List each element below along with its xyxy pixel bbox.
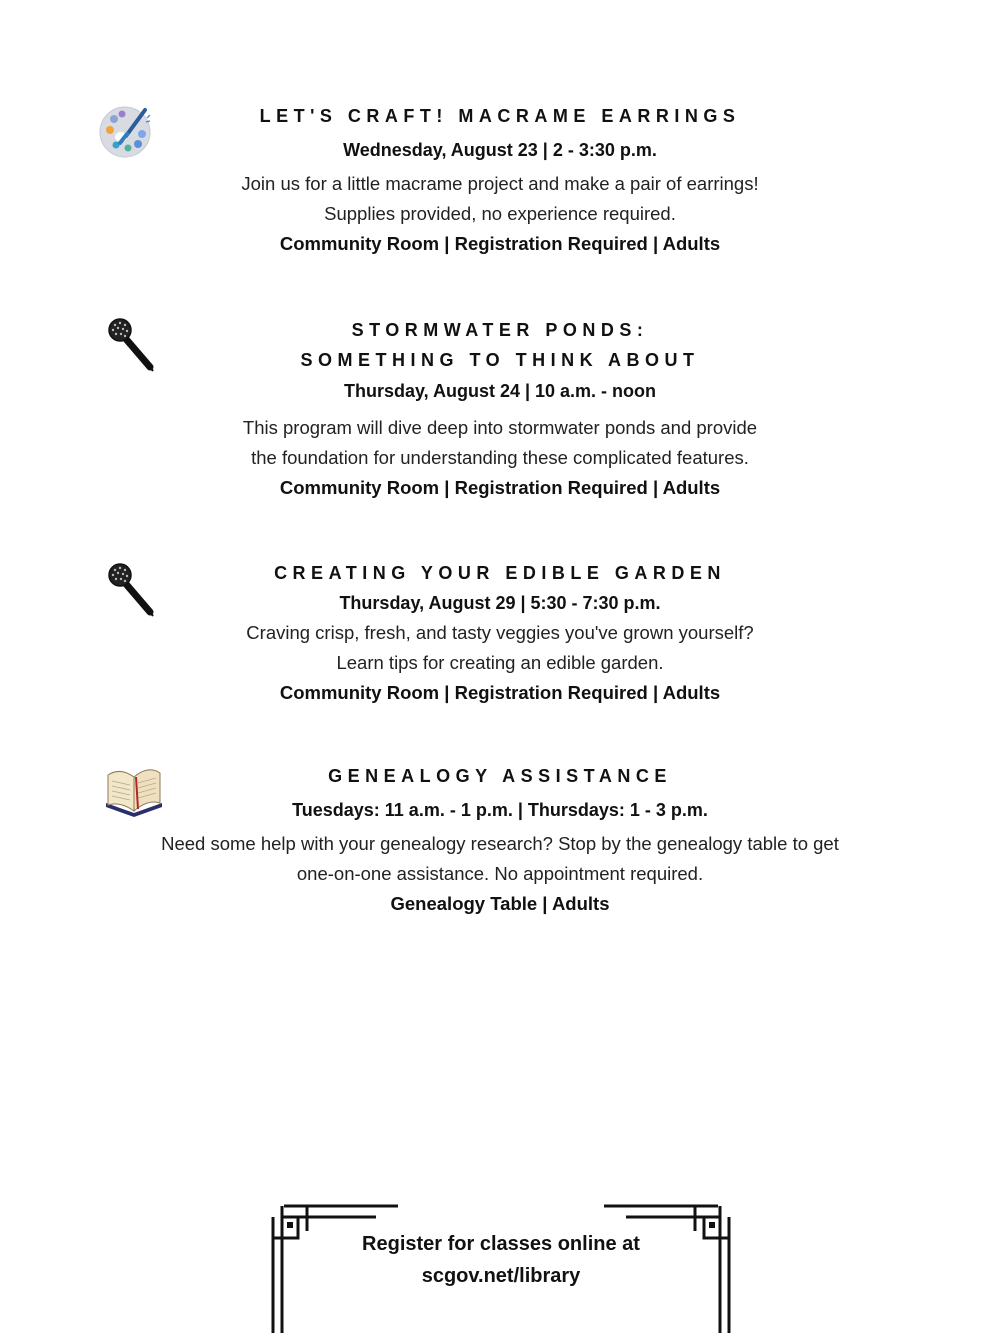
register-text (270, 1228, 732, 1292)
event-description-line: Join us for a little macrame project and make a pair of earrings! (241, 173, 759, 194)
open-book-icon (102, 763, 166, 824)
microphone-icon (106, 317, 158, 378)
event-macrame-earrings (0, 101, 1000, 259)
event-edible-garden (0, 558, 1000, 708)
event-location-info: Community Room | Registration Required | Adults (279, 682, 721, 703)
paint-palette-icon (98, 103, 154, 164)
event-description-line: the foundation for understanding these complicated features. (251, 447, 749, 468)
event-datetime: Thursday, August 24 | 10 a.m. - noon (343, 381, 657, 401)
event-title: CREATING YOUR EDIBLE GARDEN (274, 563, 726, 583)
event-description-line: one-on-one assistance. No appointment required. (296, 863, 704, 884)
event-description-line: Craving crisp, fresh, and tasty veggies you've grown yourself? (246, 622, 754, 643)
event-description-line: Need some help with your genealogy research? Stop by the genealogy table to get (161, 833, 839, 854)
event-title-line: SOMETHING TO THINK ABOUT (300, 350, 700, 370)
register-line: Register for classes online at (362, 1233, 640, 1255)
register-footer (270, 1200, 732, 1333)
microphone-icon (106, 562, 158, 623)
event-location-info: Community Room | Registration Required | Adults (279, 233, 721, 254)
event-description-line: This program will dive deep into stormwater ponds and provide (242, 417, 758, 438)
event-description-line: Learn tips for creating an edible garden. (336, 652, 664, 673)
event-description-line: Supplies provided, no experience required. (324, 203, 676, 224)
event-datetime: Tuesdays: 11 a.m. - 1 p.m. | Thursdays: 1 - 3 p.m. (292, 800, 708, 820)
library-url-link[interactable]: scgov.net/library (421, 1265, 581, 1287)
event-location-info: Genealogy Table | Adults (390, 893, 610, 914)
event-stormwater-ponds (0, 315, 1000, 503)
event-title: LET'S CRAFT! MACRAME EARRINGS (259, 106, 741, 126)
event-location-info: Community Room | Registration Required | Adults (279, 477, 721, 498)
event-title-line: STORMWATER PONDS: (351, 320, 649, 340)
event-genealogy-assistance (0, 761, 1000, 919)
event-datetime: Wednesday, August 23 | 2 - 3:30 p.m. (343, 140, 657, 160)
event-title: GENEALOGY ASSISTANCE (328, 766, 672, 786)
event-datetime: Thursday, August 29 | 5:30 - 7:30 p.m. (339, 593, 661, 613)
